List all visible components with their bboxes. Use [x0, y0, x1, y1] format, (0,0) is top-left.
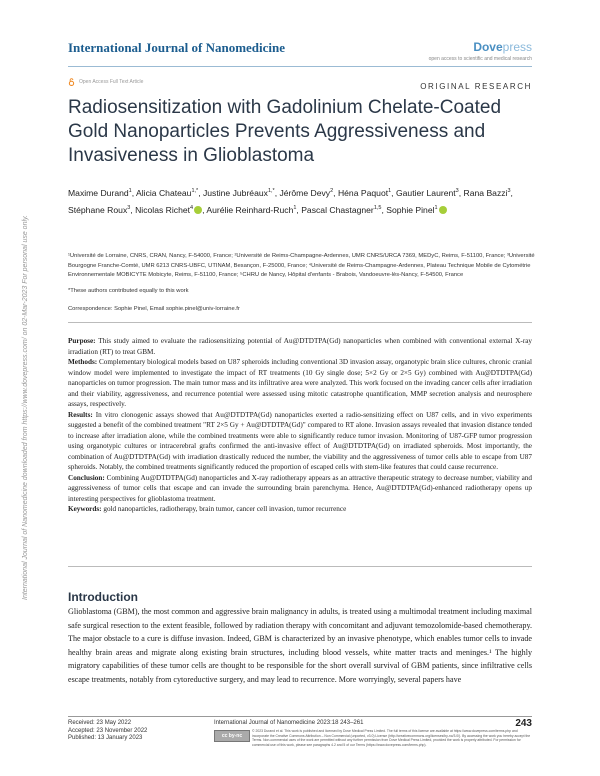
footer-citation: International Journal of Nanomedicine 2023:18 243–261 [214, 720, 364, 726]
orcid-icon[interactable] [439, 206, 447, 214]
download-watermark-text: International Journal of Nanomedicine downloaded from https://www.dovepress.com/ on 02-Mar-2023 For personal use only. [22, 215, 29, 600]
abstract [68, 336, 532, 515]
abstract-keywords [68, 504, 532, 515]
published-date: Published: 13 January 2023 [68, 735, 143, 742]
open-access-label [68, 78, 143, 86]
keywords-label: Keywords: [68, 505, 102, 513]
footer-divider [68, 716, 532, 717]
author-name: Stéphane Roux [68, 204, 128, 215]
author [135, 205, 202, 215]
author-affiliation-marker: 1 [128, 188, 132, 194]
abstract-methods [68, 357, 532, 410]
author-name: Justine Jubréaux [202, 187, 268, 198]
author-affiliation-marker: 1,* [267, 188, 275, 194]
cc-license-badge[interactable]: cc by-nc [214, 730, 250, 742]
license-text: © 2023 Durand et al. This work is published and licensed by Dove Medical Press Limited. The full terms of this license are available at https://www.dovepress.com/terms.php and incorporate the Creative Commons Attribution – Non Commercial (unported, v3.0) License (http://creativecommons.org/licenses/by-nc/3.0/). By accessing the work you hereby accept the Terms. Non-commercial uses of the work are permitted without any further permission from Dove Medical Press Limited, provided the work is properly attributed. For permission for commercial use of this work, please see paragraphs 4.2 and 5 of our Terms (https://www.dovepress.com/terms.php). [252, 729, 531, 747]
author-affiliation-marker: 1,* [191, 188, 199, 194]
author [386, 205, 446, 215]
author [206, 205, 296, 215]
accepted-date: Accepted: 23 November 2022 [68, 727, 148, 734]
methods-text: Complementary biological models based on U87 spheroids including conventional 3D invasion assay, organotypic brain slice cultures, chronic cranial window model were implemented to investigate the impact of RT treatments (10 Gy single dose; 5×2 Gy or 2×5 Gy) combined with Au@DTDTPA(Gd) nanoparticles on tumor progression. The main tumor mass and its infiltrative area were analyzed. This work focused on the invading cancer cells after irradiation and their viability, aggressiveness, and recurrence potential were assessed using mitotic catastrophe quantification, MMP secretion analysis and neurosphere assays, respectively. [68, 358, 532, 408]
article-title: Radiosensitization with Gadolinium Chelate-Coated Gold Nanoparticles Prevents Aggressiveness and Invasiveness in Glioblastoma [68, 97, 502, 166]
author [68, 188, 132, 198]
author-name: Aurélie Reinhard-Ruch [206, 204, 294, 215]
author-name: Maxime Durand [68, 187, 129, 198]
keywords-text: gold nanoparticles, radiotherapy, brain tumor, cancer cell invasion, tumor recurrence [103, 505, 347, 513]
publisher-tagline: open access to scientific and medical research [428, 56, 532, 62]
open-access-text: Open Access Full Text Article [79, 79, 144, 85]
author-affiliation-marker: 2 [330, 188, 334, 194]
author-affiliation-marker: 4 [190, 204, 194, 211]
results-label: Results: [68, 410, 93, 419]
author-name: Sophie Pinel [386, 204, 435, 215]
author-name: Nicolas Richet [135, 204, 191, 215]
publisher-logo[interactable] [473, 40, 532, 54]
received-date: Received: 23 May 2022 [68, 720, 132, 726]
author-affiliation-marker: 1 [388, 188, 392, 194]
author-affiliation-marker: 3 [455, 188, 459, 194]
methods-label: Methods: [68, 358, 98, 366]
conclusion-label: Conclusion: [68, 473, 105, 482]
abstract-results [68, 410, 532, 473]
author-affiliation-marker: 3 [507, 188, 511, 194]
abstract-bottom-divider [68, 566, 532, 567]
author [464, 188, 511, 198]
introduction-paragraph: Glioblastoma (GBM), the most common and aggressive brain malignancy in adults, is treated using a multimodal treatment including maximal safe surgical resection to the extent feasible, followed by radiation therapy with concomitant and adjuvant temozolomide-based chemotherapy. The major obstacle to a cure is diffuse invasion. Indeed, GBM is characterized by an invasive phenotype, which enables tumor cells to invade healthy brain areas and migrate along existing brain structures, including blood vessels, white matter tracts and meninges.¹ The highly migratory capabilities of these tumor cells are thought to be responsible for the short overall survival of GBM patients, since infiltrative cells escape treatments, notably from cytoreductive surgery, and may lead to recurrence. More worryingly, several papers have [68, 607, 532, 684]
purpose-text: This study aimed to evaluate the radiosensitizing potential of Au@DTDTPA(Gd) nanoparticles when combined with conventional external X-ray irradiation (RT) to treat GBM. [68, 337, 533, 356]
introduction-body [68, 605, 532, 687]
author-name: Pascal Chastagner [301, 204, 374, 215]
download-watermark [22, 160, 32, 600]
author-affiliation-marker: 3 [127, 204, 131, 211]
author [279, 188, 333, 198]
orcid-icon[interactable] [194, 206, 202, 214]
author-list: Maxime Durand$^1$, Alicia Chateau$^{1,*}$, Justine Jubréaux$^{1,*}$, Jérôme Devy$^2$, Héna Paquot$^1$, Gautier Laurent$^3$, Rana Bazzi$^3$, Stéphane Roux$^3$, Nicolas Richet$^4$ , Aurélie Reinhard-Ruch$^1$, Pascal Chastagner$^{1,5}$, Sophie Pinel$^1$ [68, 187, 513, 215]
header-divider [68, 66, 532, 67]
author [396, 188, 459, 198]
author [136, 188, 198, 198]
author-affiliation-marker: 1 [293, 204, 297, 211]
correspondence[interactable]: Correspondence: Sophie Pinel, Email sophie.pinel@univ-lorraine.fr [68, 306, 240, 312]
author-affiliation-marker: 1,5 [373, 204, 382, 211]
author-name: Gautier Laurent [395, 187, 456, 198]
article-dates [68, 720, 147, 743]
publisher-suffix: press [502, 40, 532, 54]
results-text: In vitro clonogenic assays showed that Au@DTDTPA(Gd) nanoparticles exerted a radio-sensitizing effect on U87 cells, and in vivo experiments suggested a benefit of the combined treatment "RT 2×5 Gy + Au@DTDTPA(Gd)" compared to RT alone. Invasion assays revealed that invasion distance tended to increase after irradiation alone, while the combined treatments were able to significantly reduce tumor invasion. Monitoring of U87-GFP tumor progression using organotypic cultures or intracerebral grafts confirmed the anti-invasive effect of Au@DTDTPA(Gd) on irradiated spheroids. Most importantly, the combination of Au@DTDTPA(Gd) with irradiation drastically reduced the number, the viability and the aggressiveness of tumor cells able to escape from U87 spheroids. Notably, the combined treatments significantly reduced the proportion of escaped cells with stem-like features that could cause recurrence. [68, 410, 533, 471]
purpose-label: Purpose: [68, 337, 96, 345]
author-name: Alicia Chateau [136, 187, 192, 198]
author [301, 205, 381, 215]
equal-contribution-note: *These authors contributed equally to this work [68, 288, 189, 294]
author-name: Héna Paquot [337, 187, 389, 198]
abstract-top-divider [68, 322, 532, 323]
open-access-icon [68, 78, 75, 86]
article-type: ORIGINAL RESEARCH [420, 82, 532, 91]
publisher-main: Dove [473, 40, 503, 54]
author-name: Jérôme Devy [279, 187, 331, 198]
abstract-purpose [68, 336, 532, 357]
affiliations: ¹Université de Lorraine, CNRS, CRAN, Nancy, F-54000, France; ²Université de Reims-Champagne-Ardennes, UMR CNRS/URCA 7369, MEDyC, Reims, F-51100, France; ³Université Bourgogne Franche-Comté, UMR 6213 CNRS-UBFC, UTINAM, Besançon, F-25000, France; ⁴Université de Reims-Champagne-Ardennes, Plateau Technique Mobile de Cytométrie Environnementale MOBICYTE Mobicyte, Reims, F-51100, France; ⁵CHRU de Nancy, Hôpital d'enfants - Brabois, Vandoeuvre-lès-Nancy, F-54500, France [68, 253, 535, 279]
page-number: 243 [515, 718, 532, 729]
author-name: Rana Bazzi [463, 187, 508, 198]
author [338, 188, 391, 198]
author [203, 188, 275, 198]
introduction-heading: Introduction [68, 590, 138, 604]
abstract-conclusion [68, 473, 532, 505]
journal-name: International Journal of Nanomedicine [68, 40, 286, 55]
author [68, 205, 130, 215]
conclusion-text: Combining Au@DTDTPA(Gd) nanoparticles and X-ray radiotherapy appears as an attractive therapeutic strategy to decrease number, viability and aggressiveness of tumor cells that escape and can invade the surrounding brain parenchyma. Hence, Au@DTDTPA(Gd)-enhanced radiotherapy opens up interesting perspectives for glioblastoma treatment. [68, 473, 532, 503]
author-affiliation-marker: 1 [434, 204, 438, 211]
